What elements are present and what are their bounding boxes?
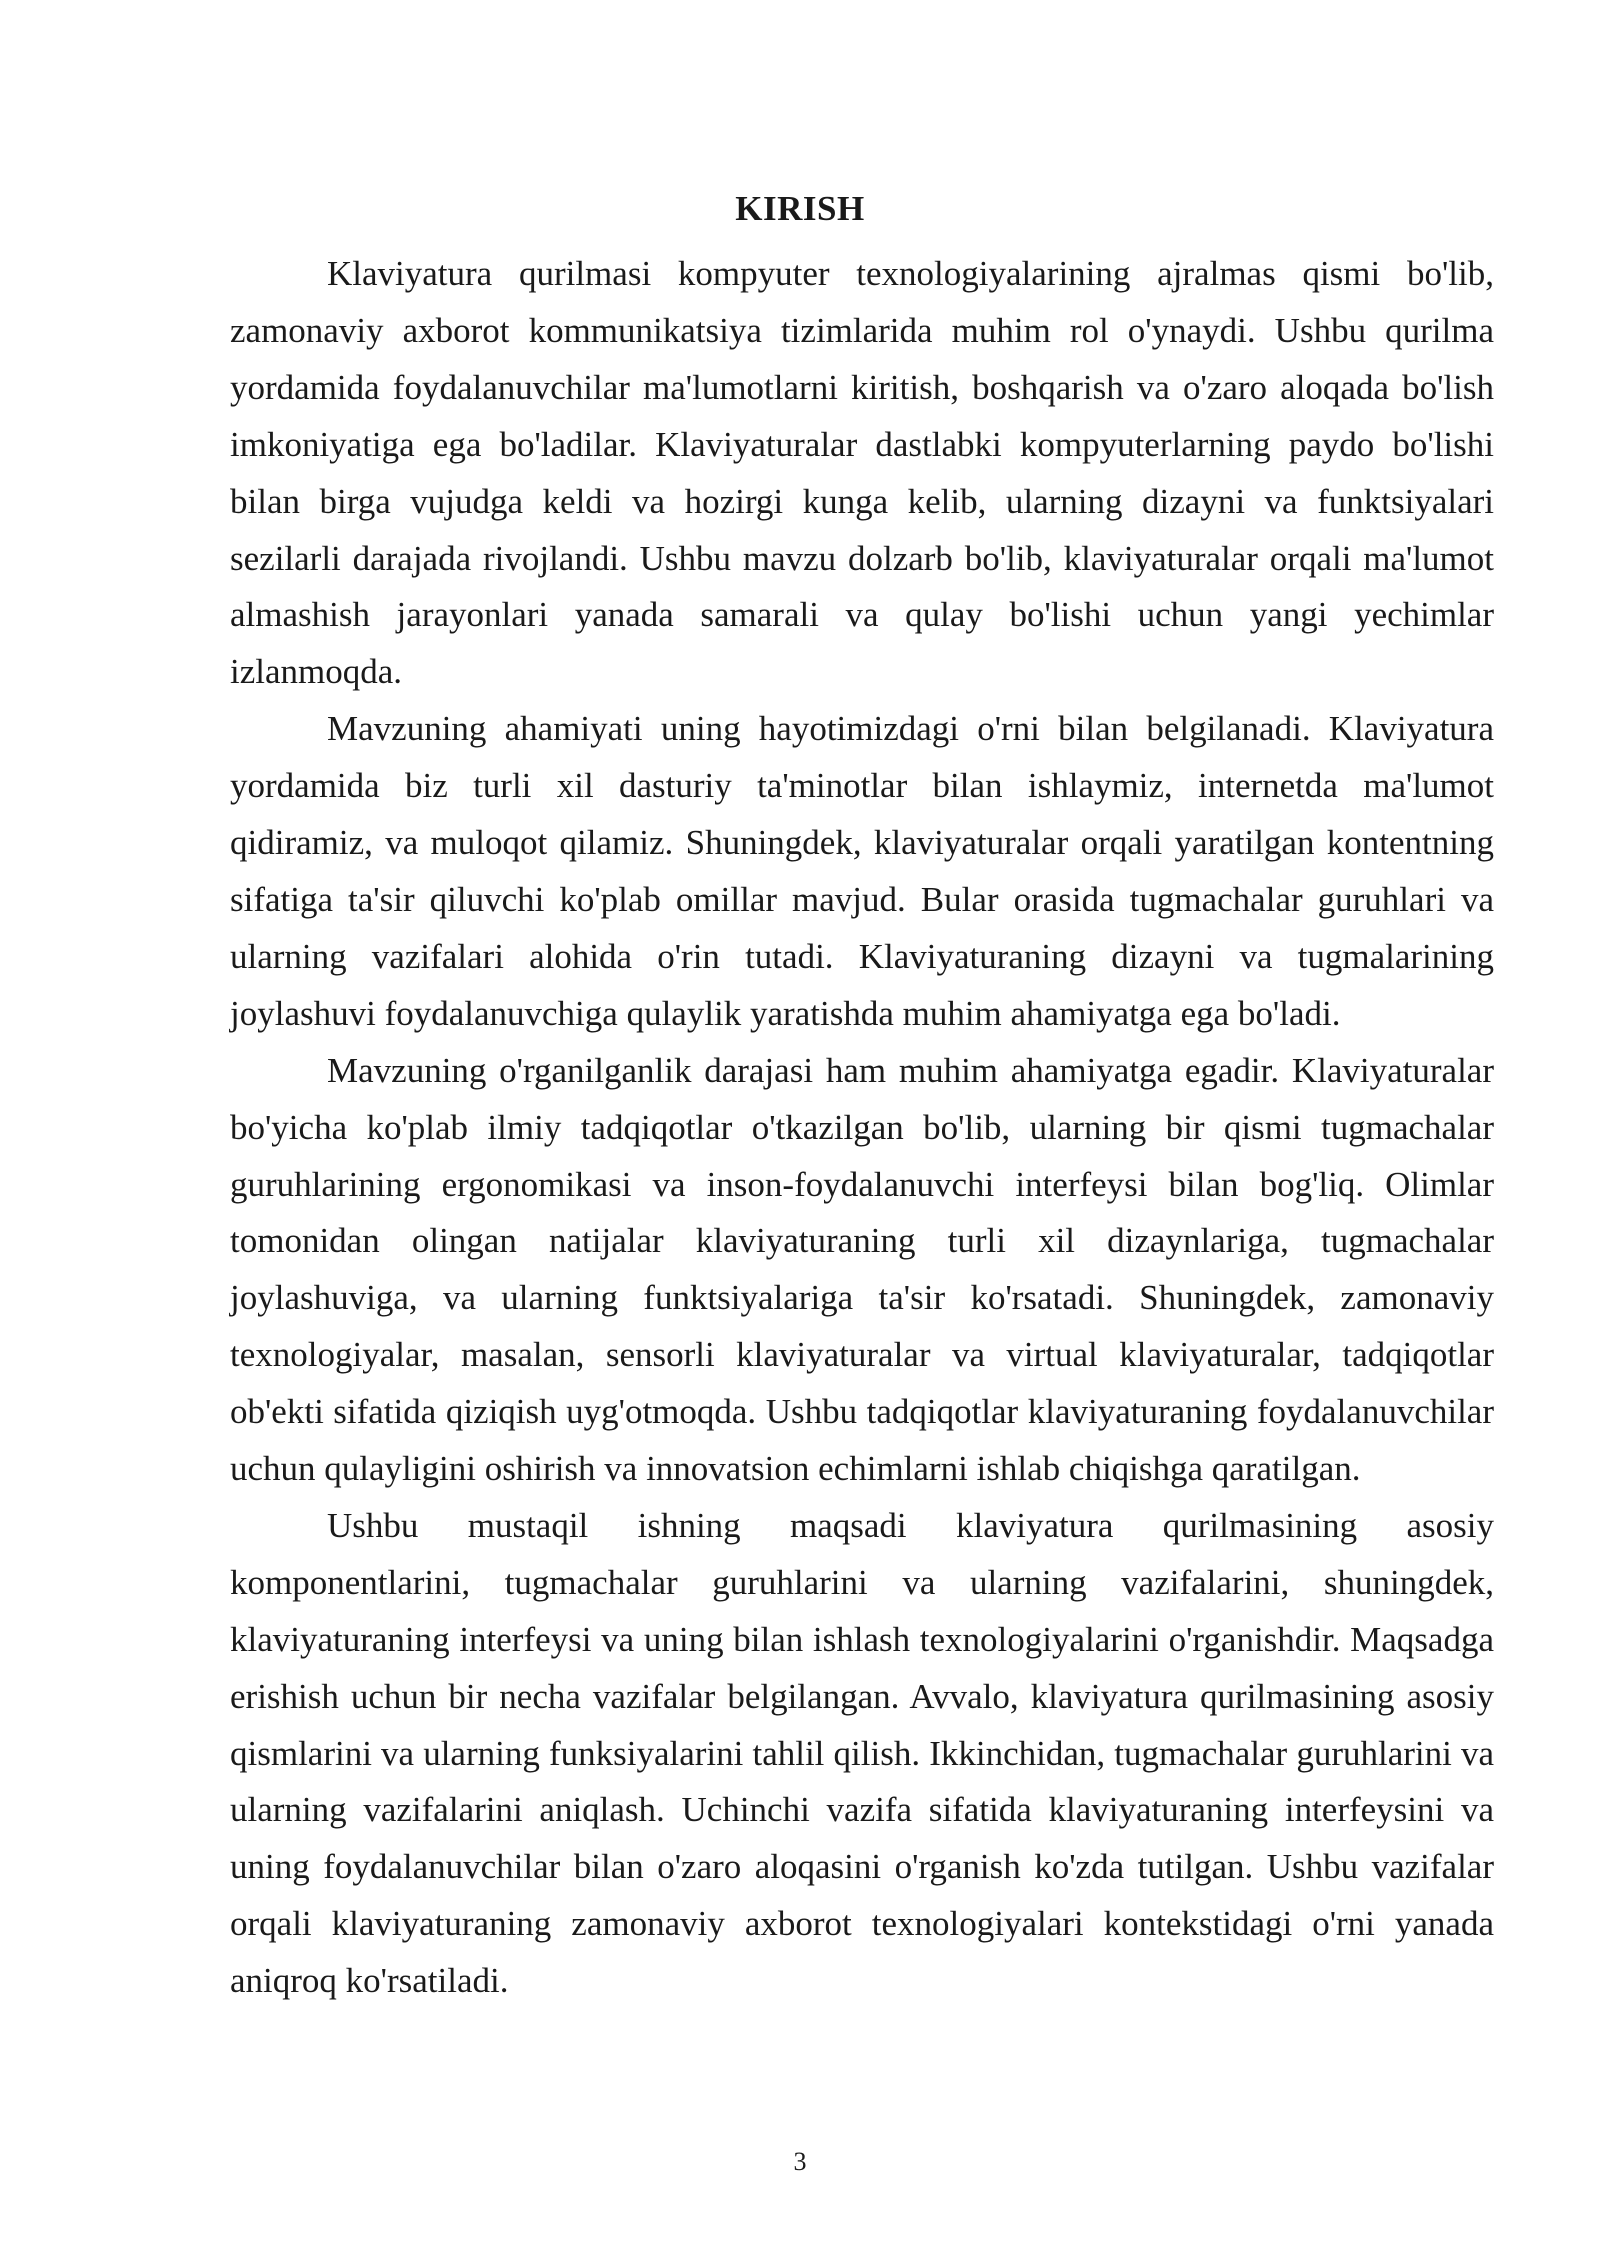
- paragraph-research-level: Mavzuning o'rganilganlik darajasi ham muhim ahamiyatga egadir. Klaviyaturalar bo'yicha ko'plab ilmiy tadqiqotlar o'tkazilgan bo'lib, ularning bir qismi tugmachalar guruhlarining ergonomikasi va inson-foydalanuvchi interfeysi bilan bog'liq. Olimlar tomonidan olingan natijalar klaviyaturaning turli xil dizaynlariga, tugmachalar joylashuviga, va ularning funktsiyalariga ta'sir ko'rsatadi. Shuningdek, zamonaviy texnologiyalar, masalan, sensorli klaviyaturalar va virtual klaviyaturalar, tadqiqotlar ob'ekti sifatida qiziqish uyg'otmoqda. Ushbu tadqiqotlar klaviyaturaning foydalanuvchilar uchun qulayligini oshirish va innovatsion echimlarni ishlab chiqishga qaratilgan.: [230, 1050, 1494, 1489]
- body-text: [230, 246, 1494, 2010]
- page-number: 3: [793, 2147, 807, 2176]
- paragraph-intro: Klaviyatura qurilmasi kompyuter texnologiyalarining ajralmas qismi bo'lib, zamonaviy axborot kommunikatsiya tizimlarida muhim rol o'ynaydi. Ushbu qurilma yordamida foydalanuvchilar ma'lumotlarni kiritish, boshqarish va o'zaro aloqada bo'lish imkoniyatiga ega bo'ladilar. Klaviyaturalar dastlabki kompyuterlarning paydo bo'lishi bilan birga vujudga keldi va hozirgi kunga kelib, ularning dizayni va funktsiyalari sezilarli darajada rivojlandi. Ushbu mavzu dolzarb bo'lib, klaviyaturalar orqali ma'lumot almashish jarayonlari yanada samarali va qulay bo'lishi uchun yangi yechimlar izlanmoqda.: [230, 254, 1494, 692]
- section-title: KIRISH: [735, 189, 865, 229]
- paragraph-importance: Mavzuning ahamiyati uning hayotimizdagi o'rni bilan belgilanadi. Klaviyatura yordamida biz turli xil dasturiy ta'minotlar bilan ishlaymiz, internetda ma'lumot qidiramiz, va muloqot qilamiz. Shuningdek, klaviyaturalar orqali yaratilgan kontentning sifatiga ta'sir qiluvchi ko'plab omillar mavjud. Bular orasida tugmachalar guruhlari va ularning vazifalari alohida o'rin tutadi. Klaviyaturaning dizayni va tugmalarining joylashuvi foydalanuvchiga qulaylik yaratishda muhim ahamiyatga ega bo'ladi.: [230, 709, 1494, 1033]
- paragraph-goals: Ushbu mustaqil ishning maqsadi klaviyatura qurilmasining asosiy komponentlarini, tugmachalar guruhlarini va ularning vazifalarini, shuningdek, klaviyaturaning interfeysi va uning bilan ishlash texnologiyalarini o'rganishdir. Maqsadga erishish uchun bir necha vazifalar belgilangan. Avvalo, klaviyatura qurilmasining asosiy qismlarini va ularning funksiyalarini tahlil qilish. Ikkinchidan, tugmachalar guruhlarini va ularning vazifalarini aniqlash. Uchinchi vazifa sifatida klaviyaturaning interfeysini va uning foydalanuvchilar bilan o'zaro aloqasini o'rganish ko'zda tutilgan. Ushbu vazifalar orqali klaviyaturaning zamonaviy axborot texnologiyalari kontekstidagi o'rni yanada aniqroq ko'rsatiladi.: [230, 1505, 1494, 2001]
